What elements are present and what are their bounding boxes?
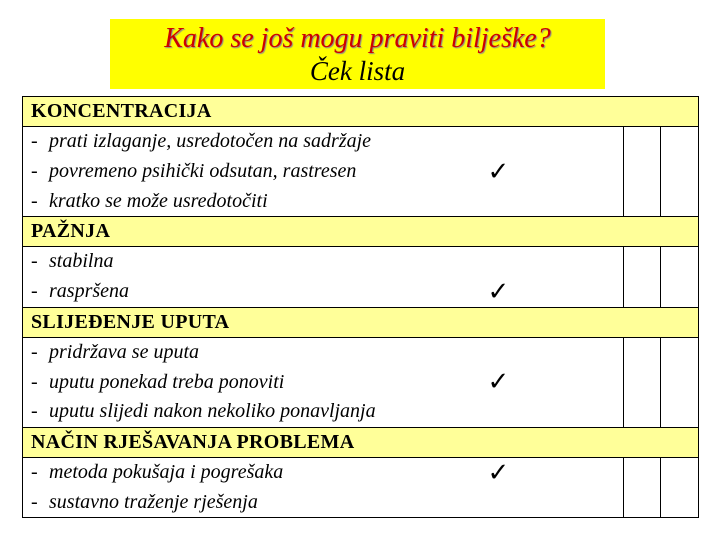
- section-heading: NAČIN RJEŠAVANJA PROBLEMA: [23, 427, 699, 457]
- checklist-item: [23, 127, 488, 157]
- checklist-item-row: [23, 488, 699, 518]
- mark-column-a[interactable]: [624, 247, 661, 277]
- section-heading: PAŽNJA: [23, 217, 699, 247]
- page-subtitle: Ček lista: [309, 56, 406, 86]
- checklist-item-row: [23, 457, 699, 488]
- checklist-item-row: [23, 247, 699, 277]
- section-header-row: [23, 427, 699, 457]
- mark-column-b[interactable]: [661, 488, 699, 518]
- check-cell: [488, 488, 624, 518]
- bullet-dash: -: [31, 160, 38, 182]
- checkmark-icon: ✓: [487, 457, 510, 488]
- title-banner: [110, 19, 605, 89]
- checklist-item-label: uputu ponekad treba ponoviti: [49, 370, 285, 393]
- bullet-dash: -: [31, 189, 38, 212]
- checklist-item-label: sustavno traženje rješenja: [49, 490, 258, 513]
- page-title: Kako se još mogu praviti bilješke?: [164, 23, 551, 54]
- mark-column-b[interactable]: [661, 127, 699, 157]
- bullet-dash: -: [31, 370, 38, 393]
- checklist-item-label: metoda pokušaja i pogrešaka: [49, 461, 284, 483]
- check-cell: [488, 187, 624, 217]
- bullet-dash: -: [31, 461, 38, 483]
- checklist-item-row: [23, 127, 699, 157]
- checklist-item: [23, 457, 488, 488]
- bullet-dash: -: [31, 340, 38, 363]
- mark-column-b[interactable]: [661, 277, 699, 308]
- mark-column-b[interactable]: [661, 457, 699, 488]
- mark-column-a[interactable]: [624, 367, 661, 397]
- mark-column-a[interactable]: [624, 488, 661, 518]
- checklist-item: [23, 187, 488, 217]
- check-cell: [488, 367, 624, 397]
- check-cell: [488, 157, 624, 187]
- mark-column-b[interactable]: [661, 247, 699, 277]
- section-header-row: [23, 97, 699, 127]
- bullet-dash: -: [31, 400, 38, 423]
- checklist-item-label: raspršena: [49, 280, 130, 302]
- mark-column-a[interactable]: [624, 397, 661, 427]
- checklist-item-label: pridržava se uputa: [49, 340, 199, 363]
- checklist-item: [23, 488, 488, 518]
- checklist-item-label: uputu slijedi nakon nekoliko ponavljanja: [49, 400, 376, 423]
- check-cell: [488, 397, 624, 427]
- checklist-table: [22, 96, 699, 518]
- checklist-item: [23, 247, 488, 277]
- checkmark-icon: ✓: [487, 367, 510, 397]
- section-header-row: [23, 217, 699, 247]
- section-header-row: [23, 307, 699, 337]
- checkmark-icon: ✓: [487, 156, 510, 187]
- checklist-body: [23, 97, 699, 518]
- check-cell: [488, 337, 624, 367]
- checklist-item: [23, 397, 488, 427]
- check-cell: [488, 247, 624, 277]
- checklist-item-row: [23, 277, 699, 308]
- checklist-item-label: stabilna: [49, 250, 114, 273]
- section-heading: KONCENTRACIJA: [23, 97, 699, 127]
- checklist-item-label: kratko se može usredotočiti: [49, 189, 268, 212]
- checklist-item: [23, 277, 488, 308]
- checklist-item-row: [23, 157, 699, 187]
- mark-column-a[interactable]: [624, 127, 661, 157]
- checklist-item-row: [23, 187, 699, 217]
- checklist-item: [23, 367, 488, 397]
- check-cell: [488, 457, 624, 488]
- checklist-item-label: povremeno psihički odsutan, rastresen: [49, 160, 357, 182]
- mark-column-a[interactable]: [624, 337, 661, 367]
- checklist-item: [23, 157, 488, 187]
- check-cell: [488, 127, 624, 157]
- check-cell: [488, 277, 624, 308]
- mark-column-a[interactable]: [624, 457, 661, 488]
- checkmark-icon: ✓: [487, 276, 510, 307]
- mark-column-b[interactable]: [661, 187, 699, 217]
- bullet-dash: -: [31, 250, 38, 273]
- checklist-item-row: [23, 397, 699, 427]
- mark-column-a[interactable]: [624, 187, 661, 217]
- mark-column-b[interactable]: [661, 337, 699, 367]
- checklist-item-row: [23, 337, 699, 367]
- mark-column-b[interactable]: [661, 397, 699, 427]
- checklist-item-row: [23, 367, 699, 397]
- bullet-dash: -: [31, 280, 38, 302]
- checklist-item-label: prati izlaganje, usredotočen na sadržaje: [49, 130, 372, 153]
- mark-column-a[interactable]: [624, 157, 661, 187]
- mark-column-b[interactable]: [661, 367, 699, 397]
- mark-column-b[interactable]: [661, 157, 699, 187]
- bullet-dash: -: [31, 130, 38, 153]
- section-heading: SLIJEĐENJE UPUTA: [23, 307, 699, 337]
- mark-column-a[interactable]: [624, 277, 661, 308]
- checklist-item: [23, 337, 488, 367]
- bullet-dash: -: [31, 490, 38, 513]
